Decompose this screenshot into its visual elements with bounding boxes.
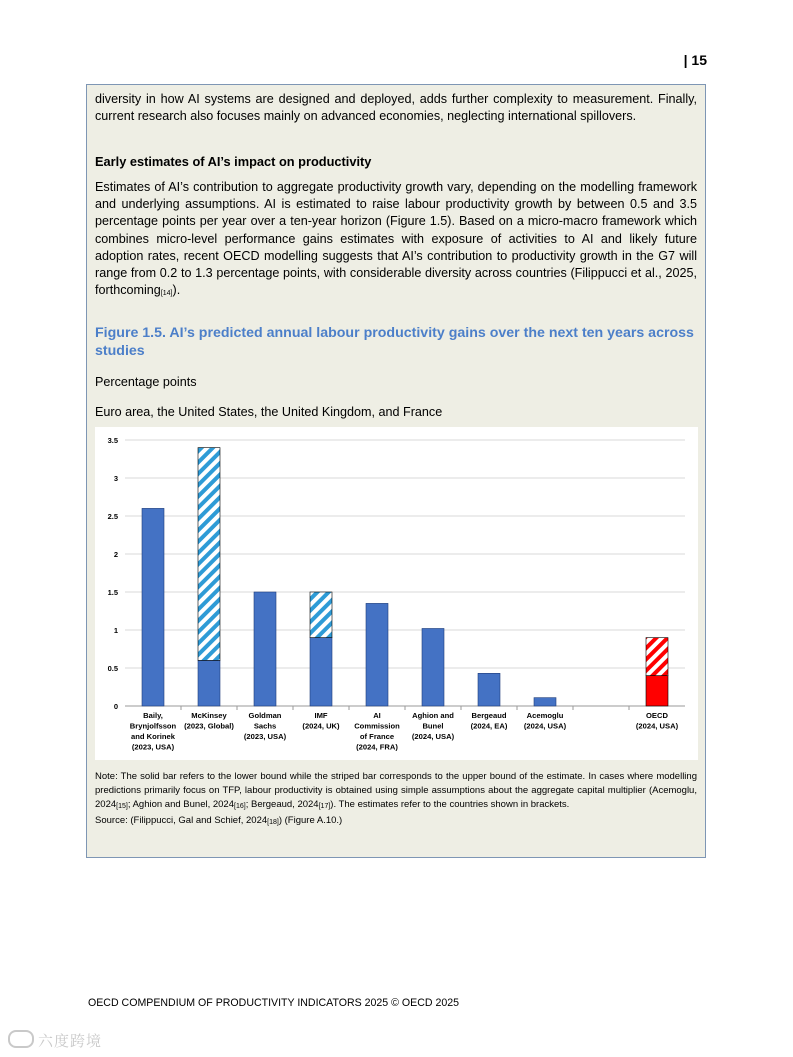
note-part-1: Note: The solid bar refers to the lower bound while the striped bar corresponds to the upper bound of the estimate. In cases where modelling predictions primarily focus on TFP, labour productivity is obtained using simple assumptions about the aggregate capital multiplier (Acemoglu, 2024: [95, 771, 697, 810]
watermark-logo-icon: [8, 1030, 34, 1048]
x-category-label: (2024, EA): [470, 721, 508, 731]
x-category-label: IMF: [314, 711, 328, 720]
bar-lower-bound: [422, 628, 444, 706]
figure-title: Figure 1.5. AI’s predicted annual labour productivity gains over the next ten years across studies: [95, 325, 694, 359]
bar-upper-bound-striped: [198, 448, 220, 661]
bar-lower-bound: [198, 660, 220, 706]
x-category-label: Brynjolfsson: [129, 721, 177, 731]
x-category-label: OECD: [646, 711, 668, 720]
source-part-1: Source: (Filippucci, Gal and Schief, 2024: [95, 814, 268, 826]
bar-upper-bound-striped: [646, 638, 668, 676]
x-category-label: of France: [359, 732, 395, 741]
x-category-label: Bunel: [422, 721, 444, 731]
reference-link-15[interactable]: [15]: [116, 802, 128, 810]
y-tick-label: 2: [113, 550, 118, 559]
bar-upper-bound-striped: [310, 592, 332, 638]
y-tick-label: 1.5: [107, 588, 118, 597]
figure-subtitle-units: Percentage points: [95, 375, 197, 389]
note-text: [95, 770, 697, 814]
x-category-label: Baily,: [143, 711, 163, 720]
chart-container: [95, 427, 698, 760]
x-category-label: (2024, USA): [523, 721, 567, 731]
bar-lower-bound: [142, 508, 164, 706]
x-category-label: (2024, USA): [411, 732, 455, 741]
x-category-label: (2024, UK): [302, 721, 340, 731]
reference-link-17[interactable]: [17]: [318, 802, 331, 810]
figure-subtitle-region: Euro area, the United States, the United Kingdom, and France: [95, 405, 443, 419]
paragraph-estimates: [95, 179, 697, 302]
note-part-4: ). The estimates refer to the countries shown in brackets.: [330, 798, 570, 810]
page-footer: OECD COMPENDIUM OF PRODUCTIVITY INDICATORS 2025 © OECD 2025: [88, 997, 460, 1009]
x-category-label: Goldman: [248, 711, 282, 720]
bar-lower-bound: [310, 638, 332, 706]
source-text: [95, 814, 697, 830]
x-category-label: and Korinek: [131, 732, 175, 741]
x-category-label: Commission: [354, 721, 400, 731]
x-category-label: (2024, FRA): [356, 742, 398, 752]
bar-lower-bound: [478, 673, 500, 706]
section-heading: Early estimates of AI’s impact on productivity: [95, 154, 372, 169]
page-number: | 15: [683, 52, 707, 68]
y-tick-label: 3.5: [107, 436, 118, 445]
x-category-label: (2023, USA): [131, 742, 175, 752]
x-category-label: (2023, Global): [184, 721, 234, 731]
y-tick-label: 2.5: [107, 512, 118, 521]
paragraph-intro: diversity in how AI systems are designed and deployed, adds further complexity to measurement. Finally, current research also focuses mainly on advanced economies, neglecting international spillovers.: [95, 92, 697, 124]
x-category-label: Acemoglu: [526, 711, 564, 720]
note-part-3: ; Bergeaud, 2024: [245, 798, 319, 810]
x-category-label: Sachs: [253, 721, 277, 731]
reference-link-18[interactable]: [18]: [267, 818, 279, 826]
bar-lower-bound: [534, 698, 556, 706]
y-tick-label: 3: [113, 474, 118, 483]
bar-chart: [95, 427, 698, 760]
x-category-label: Aghion and: [412, 711, 454, 720]
note-part-2: ; Aghion and Bunel, 2024: [127, 798, 235, 810]
paragraph-estimates-end: ).: [172, 283, 181, 298]
y-tick-label: 0: [113, 702, 118, 711]
paragraph-estimates-text: Estimates of AI’s contribution to aggregate productivity growth vary, depending on the modelling framework and underlying assumptions. AI is estimated to raise labour productivity growth by between 0.5 and 3.5 percentage points per year over a ten-year horizon (Figure 1.5). Based on a micro-macro framework which combines micro-level performance gains estimates with exposure of activities to AI and likely future adoption rates, recent OECD modelling suggests that AI’s contribution to productivity growth in the G7 will range from 0.2 to 1.3 percentage points, with considerable diversity across countries (Filippucci et al., 2025, forthcoming: [95, 180, 697, 298]
x-category-label: Bergeaud: [471, 711, 507, 720]
y-tick-label: 0.5: [107, 664, 118, 673]
reference-link-14[interactable]: [14]: [160, 290, 173, 298]
watermark: 六度跨境: [8, 1030, 102, 1051]
x-category-label: (2024, USA): [635, 721, 679, 731]
figure-note: [95, 770, 697, 830]
bar-lower-bound: [366, 603, 388, 706]
x-category-label: (2023, USA): [243, 732, 287, 741]
reference-link-16[interactable]: [16]: [234, 802, 246, 810]
x-category-label: McKinsey: [191, 711, 227, 720]
x-category-label: AI: [373, 711, 381, 720]
y-tick-label: 1: [113, 626, 118, 635]
bar-lower-bound: [254, 592, 276, 706]
source-part-2: ) (Figure A.10.): [278, 814, 343, 826]
bar-lower-bound: [646, 676, 668, 706]
